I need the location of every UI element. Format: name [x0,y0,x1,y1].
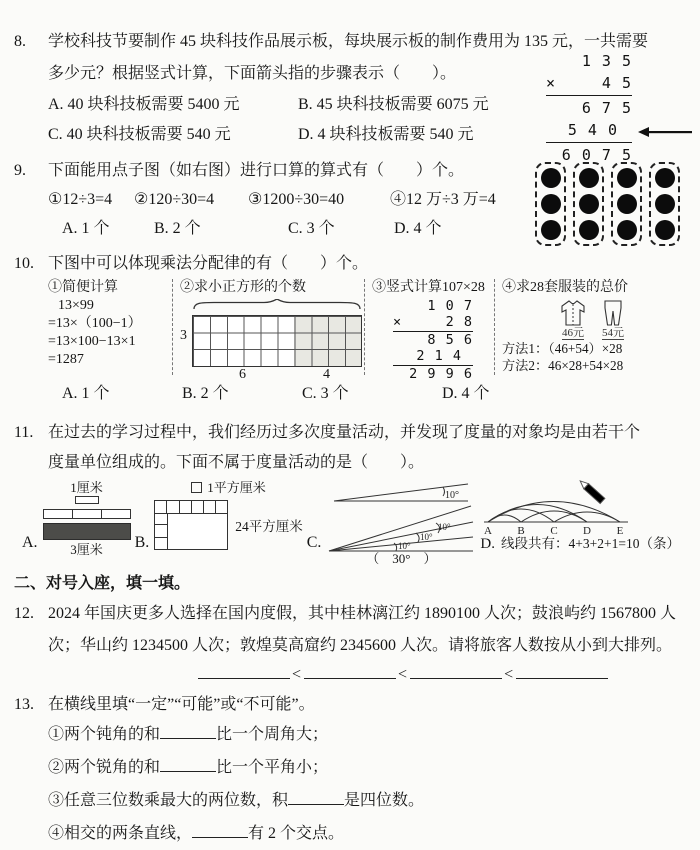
angle-sum-label: （ 30° ） [366,551,437,566]
q13-item-4: ④相交的两条直线， 有 2 个交点。 [48,817,684,850]
answer-blank [410,663,502,679]
svg-text:E: E [617,525,624,536]
calc-rule [546,142,632,143]
area-total-label: 24平方厘米 [235,519,303,534]
q11-option-d-diagram: A B C D E D. 线段共有：4+3+2+1=10（条） [480,480,680,566]
svg-text:A: A [484,525,493,536]
answer-blank [288,789,344,805]
q8-text-line1: 学校科技节要制作 45 块科技作品展示板，每块展示板的制作费用为 135 元，一共需要 [48,33,649,50]
q11-option-a-diagram: A. 1厘米 3厘米 [22,480,131,566]
arrow-left-icon [638,126,692,138]
dot-column [649,162,680,246]
dot-grid-diagram [535,162,680,246]
small-angle-figure [331,480,471,503]
segmented-bar [43,509,131,519]
unit-length-box [75,496,99,504]
q10-panel-vertical-calc: ③竖式计算107×28 1 0 7 × 2 8 8 5 6 2 1 4 2 9 9 6 [364,279,494,375]
q8-option-b: B. 45 块科技板需要 6075 元 [298,96,489,113]
q8-text-line2: 多少元？根据竖式计算，下面箭头指的步骤表示（ ）。 [48,65,457,82]
q8-option-a: A. 40 块科技板需要 5400 元 [48,96,240,113]
question-9 [12,156,684,243]
pencil-icon [578,480,605,504]
svg-text:B: B [517,525,526,536]
q9-equation-1: ①12÷3=4 [48,191,113,208]
q9-option-b: B. 2 个 [154,220,201,237]
q11-option-b-diagram: B. 1平方厘米 24平方厘米 [134,480,303,551]
section-2-heading: 二、对号入座，填一填。 [14,575,191,592]
q13-item-3: ③任意三位数乘最大的两位数，积 是四位数。 [48,784,684,817]
question-number: 12. [14,605,34,622]
question-number: 11. [14,424,34,441]
answer-blank [192,822,248,838]
calc-rule [546,95,632,96]
svg-text:10°: 10° [445,490,460,501]
svg-text:C: C [550,525,559,536]
q10-option-a: A. 1 个 [62,385,110,402]
question-8 [12,26,684,164]
q10-option-b: B. 2 个 [182,385,229,402]
q11-diagrams [12,480,684,566]
q10-panel-square-count: ②求小正方形的个数 3 6 4 [172,279,364,375]
q11-text-line1: 在过去的学习过程中，我们经历过多次度量活动，并发现了度量的对象均是由若干个 [48,424,641,441]
length-total-label: 3厘米 [70,542,103,557]
calc-partial-1: 6 7 5 [581,99,632,117]
answer-blank [516,663,608,679]
q11-option-c-diagram: C. 10° 10° 10° 10° （ 30° ） [307,480,477,566]
svg-text:10°: 10° [420,532,434,543]
q13-item-1: ①两个钝角的和 比一个周角大； [48,718,684,751]
q9-option-d: D. 4 个 [394,220,442,237]
svg-text:10°: 10° [398,541,412,552]
divided-angle-figure [326,503,476,552]
grid-col-label-right: 4 [323,367,330,382]
q10-text-line1: 下图中可以体现乘法分配律的有（ ）个。 [48,255,369,272]
q9-option-c: C. 3 个 [288,220,335,237]
method-1: 方法1：（46+54）×28 [502,341,623,356]
calc-product: 6 0 7 5 [561,146,632,164]
q10-vertical-multiplication: 1 0 7 × 2 8 8 5 6 2 1 4 2 9 9 6 [393,298,473,382]
unit-square-icon [191,482,202,493]
area-rectangle [154,500,228,550]
calc-partial-2: 5 4 0 [567,121,618,139]
q8-option-d: D. 4 块科技板需要 540 元 [298,126,474,143]
grid-row-label: 3 [180,328,187,343]
calc-multiplier: 4 5 [601,74,632,92]
q9-equation-3: ③1200÷30=40 [248,191,345,208]
question-number: 13. [14,696,34,713]
q13-text-line1: 在横线里填“一定”“可能”或“不可能”。 [48,696,315,713]
question-13 [12,692,684,850]
q10-panel-clothing-price: ④求28套服装的总价 46元 54元 方法1：（46+54）×28 方法2：46×28+54×28 [494,279,682,375]
answer-blank [160,723,216,739]
segment-count-text: 线段共有：4+3+2+1=10（条） [501,536,680,551]
multiply-sign: × [546,74,557,92]
question-12 [12,598,684,688]
dot-column [611,162,642,246]
svg-text:D: D [583,525,592,536]
calc-multiplicand: 1 3 5 [581,52,632,70]
q11-text-line2: 度量单位组成的。下面不属于度量活动的是（ ）。 [48,454,425,471]
pants-price: 54元 [602,327,624,339]
pants-icon [603,299,623,327]
q9-equation-4: ④12 万÷3 万=4 [390,191,496,208]
answer-blank [198,663,290,679]
shirt-icon [560,299,586,327]
question-11 [12,418,684,478]
area-unit-label: 1平方厘米 [207,480,266,495]
q9-equation-2: ②120÷30=4 [134,191,215,208]
question-10 [12,251,684,408]
dot-column [535,162,566,246]
dark-measure-bar [43,523,131,540]
answer-blank [160,756,216,772]
q10-option-c: C. 3 个 [302,385,349,402]
multiply-sign: × [393,313,403,330]
q12-text-line1: 2024 年国庆更多人选择在国内度假，其中桂林漓江约 1890100 人次；鼓浪屿约 1567800 人 [48,605,677,622]
shirt-price: 46元 [562,327,584,339]
question-number: 9. [14,162,26,179]
q9-text-line1: 下面能用点子图（如右图）进行口算的算式有（ ）个。 [48,162,465,179]
answer-blank [304,663,396,679]
question-number: 8. [14,33,26,50]
q10-panel-shortcut-calc: ①简便计算 13×99 =13×（100−1） =13×100−13×1 =1287 [48,280,142,367]
dot-column [573,162,604,246]
brace-icon [192,299,362,310]
segment-arcs-figure [480,480,632,536]
length-unit-label: 1厘米 [70,480,103,495]
q9-option-a: A. 1 个 [62,220,110,237]
question-number: 10. [14,255,34,272]
svg-text:10°: 10° [438,522,452,533]
q12-text-line2: 次；华山约 1234500 人次；敦煌莫高窟约 2345600 人次。请将旅客人数按从小到大排列。 [48,637,673,654]
q10-option-d: D. 4 个 [442,385,490,402]
q13-item-2: ②两个锐角的和 比一个平角小； [48,751,684,784]
q8-option-c: C. 40 块科技板需要 540 元 [48,126,231,143]
square-grid-diagram [192,315,362,367]
method-2: 方法2：46×28+54×28 [502,358,624,373]
q8-vertical-multiplication [546,50,632,166]
ordering-blanks: < < < [48,662,684,688]
grid-col-label-left: 6 [239,367,246,382]
q10-example-panels [48,279,684,382]
